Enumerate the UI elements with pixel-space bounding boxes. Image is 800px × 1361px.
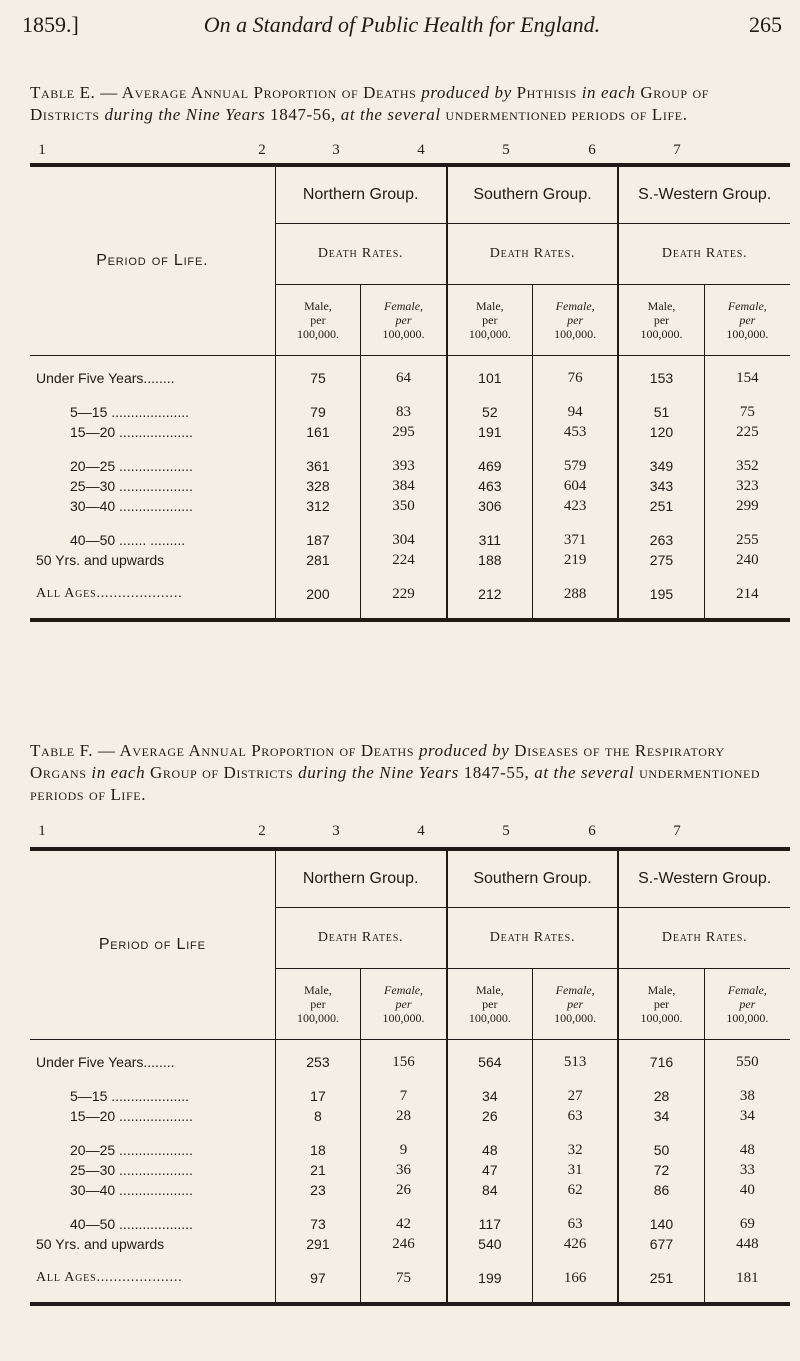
period-label: 25—30 ................... [70,478,193,494]
male-rate-cell: 140 [618,1214,704,1234]
male-rate-cell: 86 [618,1180,704,1200]
table-f-column-numbers [0,823,800,843]
caption-part: in each [581,83,636,102]
female-rate-header: Female, per 100,000. [704,285,790,356]
female-rate-cell: 393 [361,456,447,476]
male-rate-cell: 251 [618,1268,704,1304]
female-rate-cell: 26 [361,1180,447,1200]
male-rate-cell: 311 [447,530,533,550]
female-rate-cell: 63 [533,1214,619,1234]
female-rate-cell: 32 [533,1140,619,1160]
male-rate-cell: 18 [275,1140,361,1160]
period-label: 50 Yrs. and upwards [36,552,165,568]
group-header: S.-Western Group. [618,849,790,908]
male-rate-cell: 75 [275,356,361,389]
male-rate-cell: 161 [275,422,361,442]
female-rate-cell: 36 [361,1160,447,1180]
death-rates-header: Death Rates. [275,224,447,285]
column-number: 2 [258,823,266,839]
death-rates-header: Death Rates. [447,224,619,285]
period-label: 30—40 ................... [70,1182,193,1198]
male-rate-cell: 52 [447,402,533,422]
female-rate-cell: 384 [361,476,447,496]
table-row [30,1040,790,1073]
female-rate-cell: 33 [704,1160,790,1180]
male-rate-cell: 48 [447,1140,533,1160]
death-rates-header: Death Rates. [618,224,790,285]
male-rate-cell: 28 [618,1086,704,1106]
female-rate-cell: 64 [361,356,447,389]
table-row [30,1214,790,1234]
column-number: 7 [673,823,681,839]
male-rate-cell: 291 [275,1234,361,1254]
female-rate-cell: 352 [704,456,790,476]
column-number: 7 [673,142,681,158]
male-rate-cell: 8 [275,1106,361,1126]
female-rate-cell: 27 [533,1086,619,1106]
male-rate-cell: 199 [447,1268,533,1304]
female-rate-cell: 513 [533,1040,619,1073]
column-number: 1 [38,142,46,158]
table-row [30,550,790,570]
column-number: 6 [588,142,596,158]
female-rate-cell: 48 [704,1140,790,1160]
male-rate-cell: 34 [618,1106,704,1126]
caption-part: produced by [421,83,512,102]
female-rate-cell: 83 [361,402,447,422]
caption-part: produced by [418,741,510,760]
period-label: 15—20 ................... [70,1108,193,1124]
table-row [30,1140,790,1160]
table-row [30,1180,790,1200]
male-rate-cell: 328 [275,476,361,496]
table-row [30,356,790,389]
male-rate-cell: 716 [618,1040,704,1073]
female-rate-cell: 304 [361,530,447,550]
female-rate-header: Female, per 100,000. [361,969,447,1040]
table-e-column-numbers [0,142,800,162]
female-rate-header: Female, per 100,000. [533,285,619,356]
period-label: 20—25 ................... [70,458,193,474]
period-label: 25—30 ................... [70,1162,193,1178]
male-rate-cell: 120 [618,422,704,442]
female-rate-cell: 31 [533,1160,619,1180]
death-rates-header: Death Rates. [447,908,619,969]
female-rate-cell: 28 [361,1106,447,1126]
male-rate-header: Male, per 100,000. [275,285,361,356]
caption-part: undermentioned periods of Life. [440,105,688,124]
death-rates-header: Death Rates. [618,908,790,969]
female-rate-cell: 288 [533,584,619,620]
table-e [30,163,790,622]
female-rate-cell: 42 [361,1214,447,1234]
female-rate-cell: 426 [533,1234,619,1254]
female-rate-cell: 579 [533,456,619,476]
male-rate-cell: 34 [447,1086,533,1106]
period-label: Under Five Years........ [36,1054,175,1070]
caption-part: during the Nine Years [298,763,459,782]
male-rate-cell: 253 [275,1040,361,1073]
table-row [30,476,790,496]
journal-title: On a Standard of Public Health for England. [203,12,601,37]
table-row [30,1086,790,1106]
period-label: 40—50 ................... [70,1216,193,1232]
table-row [30,422,790,442]
period-of-life-header: Period of Life. [30,165,275,356]
male-rate-cell: 50 [618,1140,704,1160]
caption-part: Group of Districts [30,83,709,124]
male-rate-cell: 263 [618,530,704,550]
female-rate-cell: 156 [361,1040,447,1073]
male-rate-cell: 117 [447,1214,533,1234]
table-row [30,530,790,550]
female-rate-cell: 448 [704,1234,790,1254]
caption-part: Group of Districts [145,763,299,782]
caption-part: at the several [534,763,635,782]
male-rate-cell: 51 [618,402,704,422]
male-rate-cell: 187 [275,530,361,550]
caption-part: during the Nine Years [104,105,266,124]
column-number: 2 [258,142,266,158]
table-row [30,1268,790,1304]
female-rate-cell: 94 [533,402,619,422]
female-rate-cell: 299 [704,496,790,516]
male-rate-cell: 153 [618,356,704,389]
male-rate-cell: 21 [275,1160,361,1180]
period-label: Under Five Years........ [36,370,175,386]
table-f [30,847,790,1306]
column-number: 3 [332,142,340,158]
group-header: Southern Group. [447,849,619,908]
male-rate-cell: 463 [447,476,533,496]
female-rate-cell: 604 [533,476,619,496]
male-rate-cell: 251 [618,496,704,516]
column-number: 4 [417,142,425,158]
male-rate-cell: 26 [447,1106,533,1126]
column-number: 1 [38,823,46,839]
male-rate-cell: 281 [275,550,361,570]
caption-part: Diseases of the Respiratory Organs [30,741,725,782]
period-label: 5—15 .................... [70,404,190,420]
female-rate-cell: 453 [533,422,619,442]
male-rate-cell: 564 [447,1040,533,1073]
caption-part: at the several [340,105,441,124]
male-rate-cell: 275 [618,550,704,570]
female-rate-cell: 9 [361,1140,447,1160]
male-rate-cell: 469 [447,456,533,476]
page-number: 265 [749,12,782,37]
female-rate-cell: 40 [704,1180,790,1200]
table-row [30,584,790,620]
female-rate-cell: 229 [361,584,447,620]
male-rate-cell: 23 [275,1180,361,1200]
male-rate-header: Male, per 100,000. [447,285,533,356]
female-rate-cell: 76 [533,356,619,389]
period-label: All Ages.................... [36,1270,183,1285]
male-rate-cell: 101 [447,356,533,389]
caption-part: undermentioned periods of Life. [30,763,761,804]
table-row [30,1160,790,1180]
period-label: 50 Yrs. and upwards [36,1236,165,1252]
period-label: 40—50 ....... ......... [70,532,186,548]
period-label: 15—20 ................... [70,424,193,440]
female-rate-cell: 34 [704,1106,790,1126]
table-row [30,402,790,422]
male-rate-cell: 84 [447,1180,533,1200]
caption-part: Table E. — Average Annual Proportion of Deaths [30,83,422,102]
caption-part: 1847-56, [265,105,341,124]
male-rate-cell: 306 [447,496,533,516]
male-rate-header: Male, per 100,000. [618,969,704,1040]
table-row [30,1234,790,1254]
table-row [30,496,790,516]
female-rate-cell: 423 [533,496,619,516]
male-rate-header: Male, per 100,000. [275,969,361,1040]
female-rate-cell: 38 [704,1086,790,1106]
female-rate-cell: 7 [361,1086,447,1106]
table-f-caption [30,740,780,806]
column-number: 3 [332,823,340,839]
female-rate-header: Female, per 100,000. [361,285,447,356]
male-rate-cell: 188 [447,550,533,570]
female-rate-cell: 75 [704,402,790,422]
male-rate-cell: 212 [447,584,533,620]
female-rate-header: Female, per 100,000. [704,969,790,1040]
female-rate-cell: 371 [533,530,619,550]
female-rate-cell: 62 [533,1180,619,1200]
group-header: Northern Group. [275,849,447,908]
male-rate-cell: 343 [618,476,704,496]
column-number: 6 [588,823,596,839]
male-rate-cell: 677 [618,1234,704,1254]
female-rate-cell: 350 [361,496,447,516]
female-rate-cell: 323 [704,476,790,496]
female-rate-cell: 219 [533,550,619,570]
female-rate-cell: 181 [704,1268,790,1304]
female-rate-cell: 225 [704,422,790,442]
male-rate-cell: 72 [618,1160,704,1180]
table-row [30,1106,790,1126]
male-rate-cell: 200 [275,584,361,620]
male-rate-cell: 540 [447,1234,533,1254]
female-rate-cell: 69 [704,1214,790,1234]
male-rate-cell: 79 [275,402,361,422]
male-rate-cell: 361 [275,456,361,476]
female-rate-cell: 240 [704,550,790,570]
male-rate-cell: 195 [618,584,704,620]
male-rate-cell: 349 [618,456,704,476]
group-header: Southern Group. [447,165,619,224]
female-rate-cell: 166 [533,1268,619,1304]
table-row [30,456,790,476]
caption-part: Table F. — Average Annual Proportion of Deaths [30,741,419,760]
period-of-life-header: Period of Life [30,849,275,1040]
year-label: 1859.] [22,12,79,37]
male-rate-cell: 73 [275,1214,361,1234]
female-rate-cell: 295 [361,422,447,442]
female-rate-cell: 224 [361,550,447,570]
male-rate-cell: 97 [275,1268,361,1304]
male-rate-cell: 191 [447,422,533,442]
female-rate-cell: 255 [704,530,790,550]
period-label: 20—25 ................... [70,1142,193,1158]
table-e-caption [30,82,780,126]
group-header: S.-Western Group. [618,165,790,224]
male-rate-cell: 17 [275,1086,361,1106]
caption-part: Phthisis [511,83,582,102]
column-number: 4 [417,823,425,839]
male-rate-cell: 47 [447,1160,533,1180]
female-rate-header: Female, per 100,000. [533,969,619,1040]
female-rate-cell: 550 [704,1040,790,1073]
female-rate-cell: 214 [704,584,790,620]
death-rates-header: Death Rates. [275,908,447,969]
male-rate-header: Male, per 100,000. [618,285,704,356]
female-rate-cell: 75 [361,1268,447,1304]
caption-part: 1847-55, [458,763,535,782]
column-number: 5 [502,142,510,158]
male-rate-cell: 312 [275,496,361,516]
period-label: All Ages.................... [36,586,183,601]
female-rate-cell: 63 [533,1106,619,1126]
group-header: Northern Group. [275,165,447,224]
column-number: 5 [502,823,510,839]
caption-part: in each [91,763,146,782]
female-rate-cell: 154 [704,356,790,389]
period-label: 30—40 ................... [70,498,193,514]
running-head [22,12,782,38]
male-rate-header: Male, per 100,000. [447,969,533,1040]
female-rate-cell: 246 [361,1234,447,1254]
period-label: 5—15 .................... [70,1088,190,1104]
